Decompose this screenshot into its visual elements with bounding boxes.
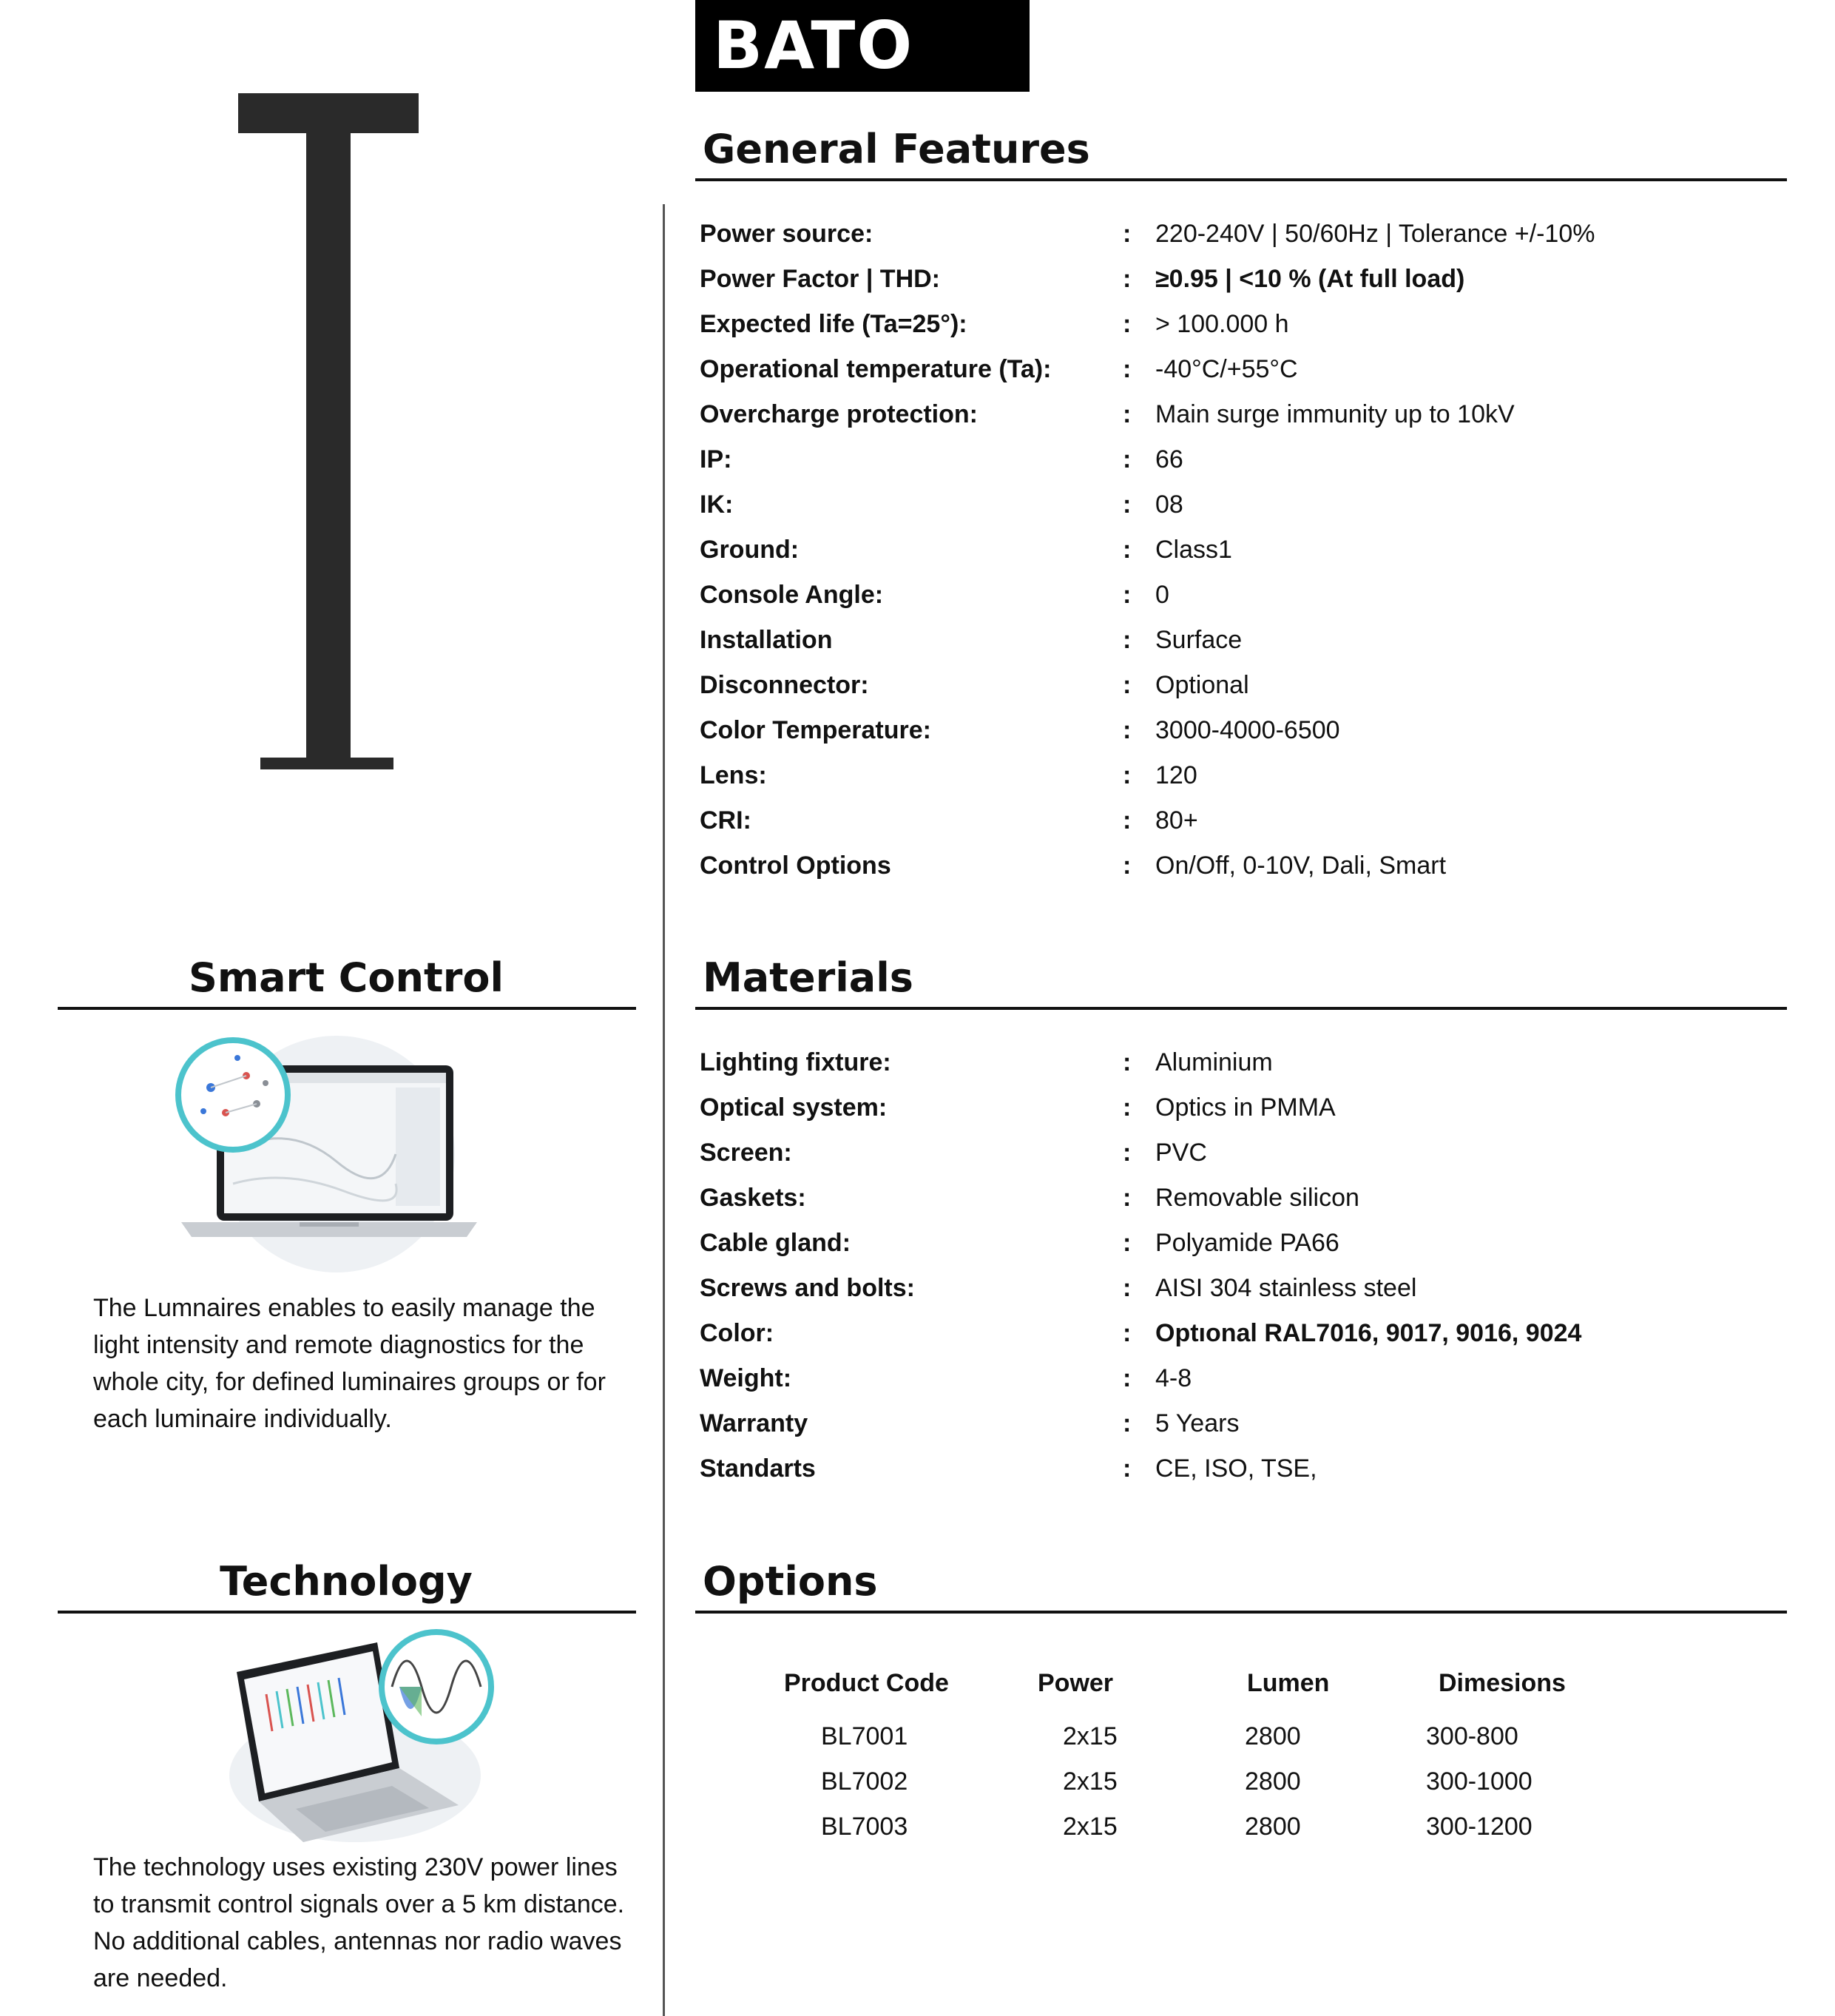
spec-separator: : <box>1123 671 1132 699</box>
spec-value: Optional <box>1155 671 1249 699</box>
spec-label: Power source: <box>700 220 873 248</box>
spec-label: Warranty <box>700 1409 808 1437</box>
spec-separator: : <box>1123 1093 1132 1122</box>
spec-label: Expected life (Ta=25°): <box>700 310 967 338</box>
options-heading: Options <box>703 1558 878 1605</box>
general-features-rule <box>695 178 1787 181</box>
spec-label: Disconnector: <box>700 671 869 699</box>
spec-separator: : <box>1123 1184 1132 1212</box>
spec-separator: : <box>1123 761 1132 789</box>
spec-separator: : <box>1123 1319 1132 1347</box>
spec-value: Class1 <box>1155 536 1232 564</box>
spec-value: Polyamide PA66 <box>1155 1229 1339 1257</box>
spec-label: Installation <box>700 626 833 654</box>
materials-row <box>700 1176 1809 1221</box>
spec-separator: : <box>1123 1229 1132 1257</box>
options-rule <box>695 1611 1787 1614</box>
spec-label: Screen: <box>700 1139 792 1167</box>
options-cell: 2800 <box>1245 1722 1301 1750</box>
spec-separator: : <box>1123 265 1132 293</box>
spec-separator: : <box>1123 852 1132 880</box>
technology-heading: Technology <box>220 1558 473 1605</box>
spec-separator: : <box>1123 626 1132 654</box>
options-cell: 2x15 <box>1063 1722 1118 1750</box>
spec-label: Color: <box>700 1319 774 1347</box>
smart-control-rule <box>58 1007 636 1010</box>
spec-separator: : <box>1123 1139 1132 1167</box>
spec-label: Gaskets: <box>700 1184 806 1212</box>
spec-value: PVC <box>1155 1139 1207 1167</box>
spec-label: Overcharge protection: <box>700 400 978 428</box>
product-image <box>235 92 428 780</box>
materials-row <box>700 1085 1809 1130</box>
spec-label: Lens: <box>700 761 767 789</box>
spec-separator: : <box>1123 1454 1132 1483</box>
spec-label: Lighting fixture: <box>700 1048 891 1076</box>
spec-separator: : <box>1123 1409 1132 1437</box>
general-row <box>700 392 1809 437</box>
spec-separator: : <box>1123 1364 1132 1392</box>
spec-value: 4-8 <box>1155 1364 1192 1392</box>
general-row <box>700 257 1809 302</box>
spec-label: IK: <box>700 490 734 519</box>
smart-control-heading: Smart Control <box>188 954 504 1001</box>
spec-separator: : <box>1123 716 1132 744</box>
general-row <box>700 663 1809 708</box>
general-row <box>700 843 1809 889</box>
materials-row <box>700 1446 1809 1491</box>
options-header-cell: Power <box>1038 1669 1114 1697</box>
spec-value: 5 Years <box>1155 1409 1240 1437</box>
technology-description: The technology uses existing 230V power lines to transmit control signals over a 5 km distance. No additional cables, antennas nor radio waves are needed. <box>93 1853 625 1992</box>
general-row <box>700 798 1809 843</box>
spec-separator: : <box>1123 806 1132 835</box>
general-features-heading: General Features <box>703 126 1090 172</box>
options-cell: 2x15 <box>1063 1813 1118 1841</box>
spec-label: Standarts <box>700 1454 816 1483</box>
spec-value: 66 <box>1155 445 1183 473</box>
spec-value: > 100.000 h <box>1155 310 1289 338</box>
spec-value: ≥0.95 | <10 % (At full load) <box>1155 265 1465 293</box>
spec-label: Console Angle: <box>700 581 884 609</box>
options-cell: 300-800 <box>1426 1722 1518 1750</box>
spec-separator: : <box>1123 400 1132 428</box>
spec-value: Main surge immunity up to 10kV <box>1155 400 1515 428</box>
spec-label: Operational temperature (Ta): <box>700 355 1052 383</box>
materials-row <box>700 1401 1809 1446</box>
materials-row <box>700 1130 1809 1176</box>
options-header-cell: Dimesions <box>1439 1669 1566 1697</box>
materials-row <box>700 1356 1809 1401</box>
materials-row <box>700 1221 1809 1266</box>
spec-value: 0 <box>1155 581 1169 609</box>
general-row <box>700 437 1809 482</box>
spec-label: CRI: <box>700 806 751 835</box>
general-row <box>700 212 1809 257</box>
options-header-cell: Lumen <box>1247 1669 1330 1697</box>
spec-value: Removable silicon <box>1155 1184 1359 1212</box>
spec-value: -40°C/+55°C <box>1155 355 1298 383</box>
spec-value: Optics in PMMA <box>1155 1093 1336 1122</box>
spec-separator: : <box>1123 536 1132 564</box>
spec-label: Ground: <box>700 536 800 564</box>
spec-label: Cable gland: <box>700 1229 851 1257</box>
materials-row <box>700 1266 1809 1311</box>
general-row <box>700 618 1809 663</box>
spec-value: 120 <box>1155 761 1197 789</box>
spec-label: Optical system: <box>700 1093 888 1122</box>
smart-control-laptop-image <box>174 1036 484 1287</box>
general-row <box>700 753 1809 798</box>
options-cell: BL7003 <box>821 1813 908 1841</box>
spec-label: Color Temperature: <box>700 716 931 744</box>
spec-label: IP: <box>700 445 732 473</box>
materials-rule <box>695 1007 1787 1010</box>
options-cell: BL7002 <box>821 1767 908 1796</box>
spec-value: 80+ <box>1155 806 1198 835</box>
options-cell: 2800 <box>1245 1767 1301 1796</box>
spec-separator: : <box>1123 1274 1132 1302</box>
general-row <box>700 573 1809 618</box>
spec-value: On/Off, 0-10V, Dali, Smart <box>1155 852 1447 880</box>
general-row <box>700 482 1809 527</box>
technology-rule <box>58 1611 636 1614</box>
general-row <box>700 527 1809 573</box>
spec-value: 220-240V | 50/60Hz | Tolerance +/-10% <box>1155 220 1595 248</box>
general-row <box>700 347 1809 392</box>
spec-separator: : <box>1123 1048 1132 1076</box>
spec-value: Optıonal RAL7016, 9017, 9016, 9024 <box>1155 1319 1582 1347</box>
spec-value: 3000-4000-6500 <box>1155 716 1340 744</box>
general-row <box>700 708 1809 753</box>
general-row <box>700 302 1809 347</box>
spec-label: Control Options <box>700 852 891 880</box>
spec-separator: : <box>1123 581 1132 609</box>
spec-label: Weight: <box>700 1364 792 1392</box>
spec-separator: : <box>1123 490 1132 519</box>
spec-label: Screws and bolts: <box>700 1274 915 1302</box>
spec-separator: : <box>1123 445 1132 473</box>
options-cell: BL7001 <box>821 1722 908 1750</box>
smart-control-description: The Lumnaires enables to easily manage the light intensity and remote diagnostics for the whole city, for defined luminaires groups or for each luminaire individually. <box>93 1294 606 1433</box>
spec-separator: : <box>1123 220 1132 248</box>
spec-value: Aluminium <box>1155 1048 1273 1076</box>
spec-value: Surface <box>1155 626 1243 654</box>
options-cell: 300-1200 <box>1426 1813 1532 1841</box>
spec-value: CE, ISO, TSE, <box>1155 1454 1317 1483</box>
spec-label: Power Factor | THD: <box>700 265 940 293</box>
spec-value: 08 <box>1155 490 1183 519</box>
spec-separator: : <box>1123 310 1132 338</box>
spec-separator: : <box>1123 355 1132 383</box>
options-cell: 2x15 <box>1063 1767 1118 1796</box>
materials-row <box>700 1040 1809 1085</box>
options-header-cell: Product Code <box>784 1669 949 1697</box>
technology-laptop-image <box>214 1628 503 1850</box>
column-divider <box>663 204 665 2016</box>
materials-heading: Materials <box>703 954 913 1001</box>
spec-value: AISI 304 stainless steel <box>1155 1274 1417 1302</box>
options-cell: 300-1000 <box>1426 1767 1532 1796</box>
options-cell: 2800 <box>1245 1813 1301 1841</box>
brand-title: BATO <box>695 0 1030 92</box>
materials-row <box>700 1311 1809 1356</box>
